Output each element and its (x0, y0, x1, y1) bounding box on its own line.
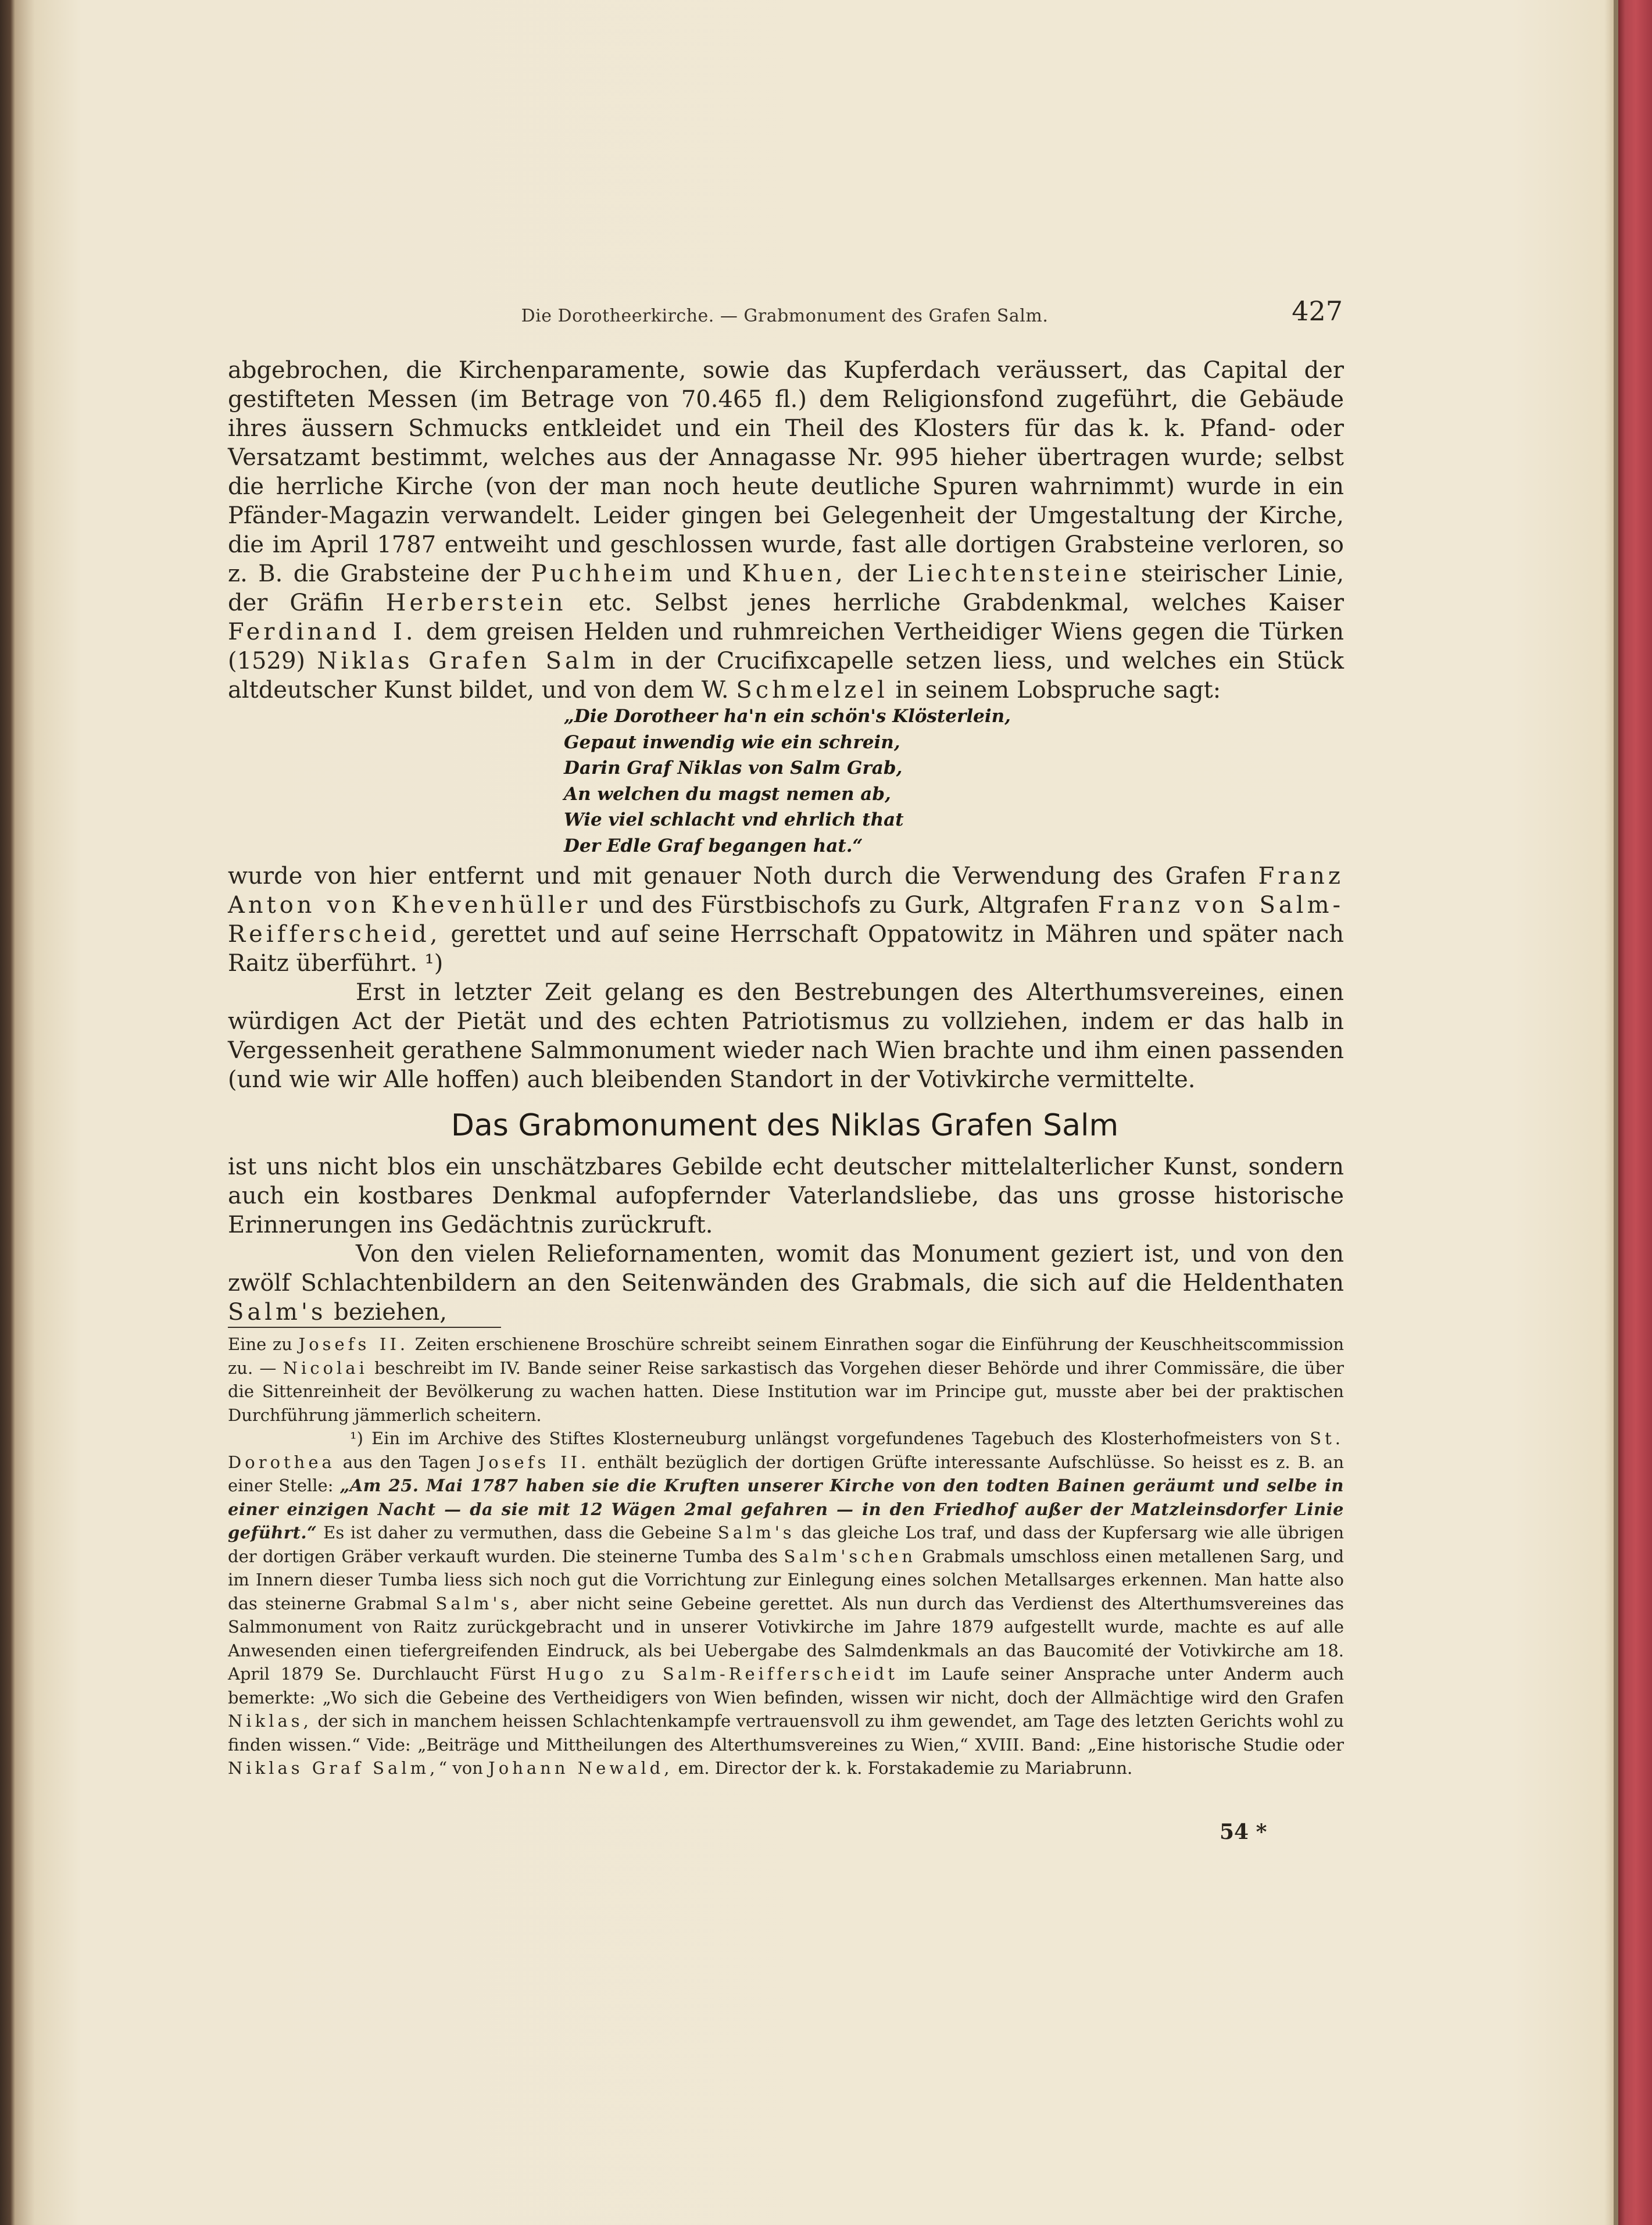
main-text-middle (228, 862, 1344, 1094)
footnote-1: ¹) Ein im Archive des Stiftes Klosterneuburg unlängst vorgefundenes Tagebuch des Klosterhofmeisters von St. Dorothea aus den Tagen Josefs II. enthält bezüglich der dortigen Grüfte interessante Aufschlüsse. So heisst es z. B. an einer Stelle: „Am 25. Mai 1787 haben sie die Kruften unserer Kirche von den todten Bainen geräumt und selbe in einer einzigen Nacht — da sie mit 12 Wägen 2mal gefahren — in den Friedhof außer der Matzleinsdorfer Linie geführt.“ Es ist daher zu vermuthen, dass die Gebeine Salm's das gleiche Los traf, und dass der Kupfersarg wie alle übrigen der dortigen Gräber verkauft wurden. Die steinerne Tumba des Salm'schen Grabmals umschloss einen metallenen Sarg, und im Innern dieser Tumba liess sich noch gut die Vorrichtung zur Einlegung eines solchen Metallsarges erkennen. Man hatte also das steinerne Grabmal Salm's, aber nicht seine Gebeine gerettet. Als nun durch das Verdienst des Alterthumsvereines das Salmmonument von Raitz zurückgebracht und in unserer Votivkirche im Jahre 1879 aufgestellt wurde, machte es auf alle Anwesenden einen tiefergreifenden Eindruck, als bei Uebergabe des Salmdenkmals an das Baucomité der Votivkirche am 18. April 1879 Se. Durchlaucht Fürst Hugo zu Salm-Reifferscheidt im Laufe seiner Ansprache unter Anderm auch bemerkte: „Wo sich die Gebeine des Vertheidigers von Wien befinden, wissen wir nicht, doch der Allmächtige wird den Grafen Niklas, der sich in manchem heissen Schlachtenkampfe vertrauensvoll zu ihm gewendet, am Tage des letzten Gerichts wohl zu finden wissen.“ Vide: „Beiträge und Mittheilungen des Alterthumsvereines zu Wien,“ XVIII. Band: „Eine historische Studie oder Niklas Graf Salm,“ von Johann Newald, em. Director der k. k. Forstakademie zu Mariabrunn. (228, 1428, 1345, 1778)
paragraph-5: Von den vielen Reliefornamenten, womit das Monument geziert ist, und von den zwölf Schlachtenbildern an den Seitenwänden des Grabmals, die sich auf die Heldenthaten Salm's beziehen, (228, 1241, 1344, 1326)
main-text-lower (228, 1152, 1344, 1327)
section-heading: Das Grabmonument des Niklas Grafen Salm (450, 1108, 1119, 1143)
footnote-continued: Eine zu Josefs II. Zeiten erschienene Broschüre schreibt seinem Einrathen sogar die Einführung der Keuschheitscommission zu. — Nicolai beschreibt im IV. Bande seiner Reise sarkastisch das Vorgehen dieser Behörde und ihrer Commissäre, die über die Sittenreinheit der Bevölkerung zu wachen hatten. Diese Institution war im Principe gut, musste aber bei der praktischen Durchführung jämmerlich scheitern. (228, 1334, 1345, 1425)
verse-line: Darin Graf Niklas von Salm Grab, (564, 758, 903, 778)
binding-edge (1614, 0, 1618, 2225)
verse-line: Wie viel schlacht vnd ehrlich that (564, 809, 904, 830)
running-title: Die Dorotheerkirche. — Grabmonument des Grafen Salm. (521, 306, 1049, 326)
footnotes (228, 1333, 1344, 1780)
footnote-divider (228, 1327, 501, 1328)
main-text-upper (228, 356, 1344, 705)
red-cloth-edge (1618, 0, 1652, 2225)
page-header (227, 295, 1343, 336)
verse-line: An welchen du magst nemen ab, (564, 783, 891, 805)
verse-quote (564, 703, 1087, 859)
paragraph-4: ist uns nicht blos ein unschätzbares Gebilde echt deutscher mittelalterlicher Kunst, sondern auch ein kostbares Denkmal aufopfernder Vaterlandsliebe, das uns grosse historische Erinnerungen ins Gedächtnis zurückruft. (228, 1153, 1344, 1238)
verse-line: Der Edle Graf begangen hat.“ (564, 835, 863, 856)
page-number: 427 (1292, 295, 1343, 327)
verse-line: „Die Dorotheer ha'n ein schön's Klösterlein, (564, 706, 1011, 727)
sheet-signature: 54 * (1220, 1820, 1267, 1844)
paragraph-1: abgebrochen, die Kirchenparamente, sowie das Kupferdach veräussert, das Capital der gestifteten Messen (im Betrage von 70.465 fl.) dem Religionsfond zugeführt, die Gebäude ihres äussern Schmucks entkleidet und ein Theil des Klosters für das k. k. Pfand- oder Versatzamt bestimmt, welches aus der Annagasse Nr. 995 hieher übertragen wurde; selbst die herrliche Kirche (von der man noch heute deutliche Spuren wahrnimmt) wurde in ein Pfänder-Magazin verwandelt. Leider gingen bei Gelegenheit der Umgestaltung der Kirche, die im April 1787 entweiht und geschlossen wurde, fast alle dortigen Grabsteine verloren, so z. B. die Grabsteine der Puchheim und Khuen, der Liechtensteine steirischer Linie, der Gräfin Herberstein etc. Selbst jenes herrliche Grabdenkmal, welches Kaiser Ferdinand I. dem greisen Helden und ruhmreichen Vertheidiger Wiens gegen die Türken (1529) Niklas Grafen Salm in der Crucifixcapelle setzen liess, und welches ein Stück altdeutscher Kunst bildet, und von dem W. Schmelzel in seinem Lobspruche sagt: (228, 357, 1345, 703)
paragraph-3: Erst in letzter Zeit gelang es den Bestrebungen des Alterthumsvereines, einen würdigen Act der Pietät und des echten Patriotismus zu vollziehen, indem er das halb in Vergessenheit gerathene Salmmonument wieder nach Wien brachte und ihm einen passenden (und wie wir Alle hoffen) auch bleibenden Standort in der Votivkirche vermittelte. (228, 979, 1344, 1093)
fraktur-quote: „Am 25. Mai 1787 haben sie die Kruften unserer Kirche von den todten Bainen geräumt und selbe in einer einzigen Nacht — da sie mit 12 Wägen 2mal gefahren — in den Friedhof außer der Matzleinsdorfer Linie geführt.“ (228, 1476, 1344, 1542)
paragraph-2: wurde von hier entfernt und mit genauer Noth durch die Verwendung des Grafen Franz Anton von Khevenhüller und des Fürstbischofs zu Gurk, Altgrafen Franz von Salm-Reifferscheid, gerettet und auf seine Herrschaft Oppatowitz in Mähren und später nach Raitz überführt. ¹) (228, 863, 1345, 977)
verse-line: Gepaut inwendig wie ein schrein, (564, 731, 900, 753)
